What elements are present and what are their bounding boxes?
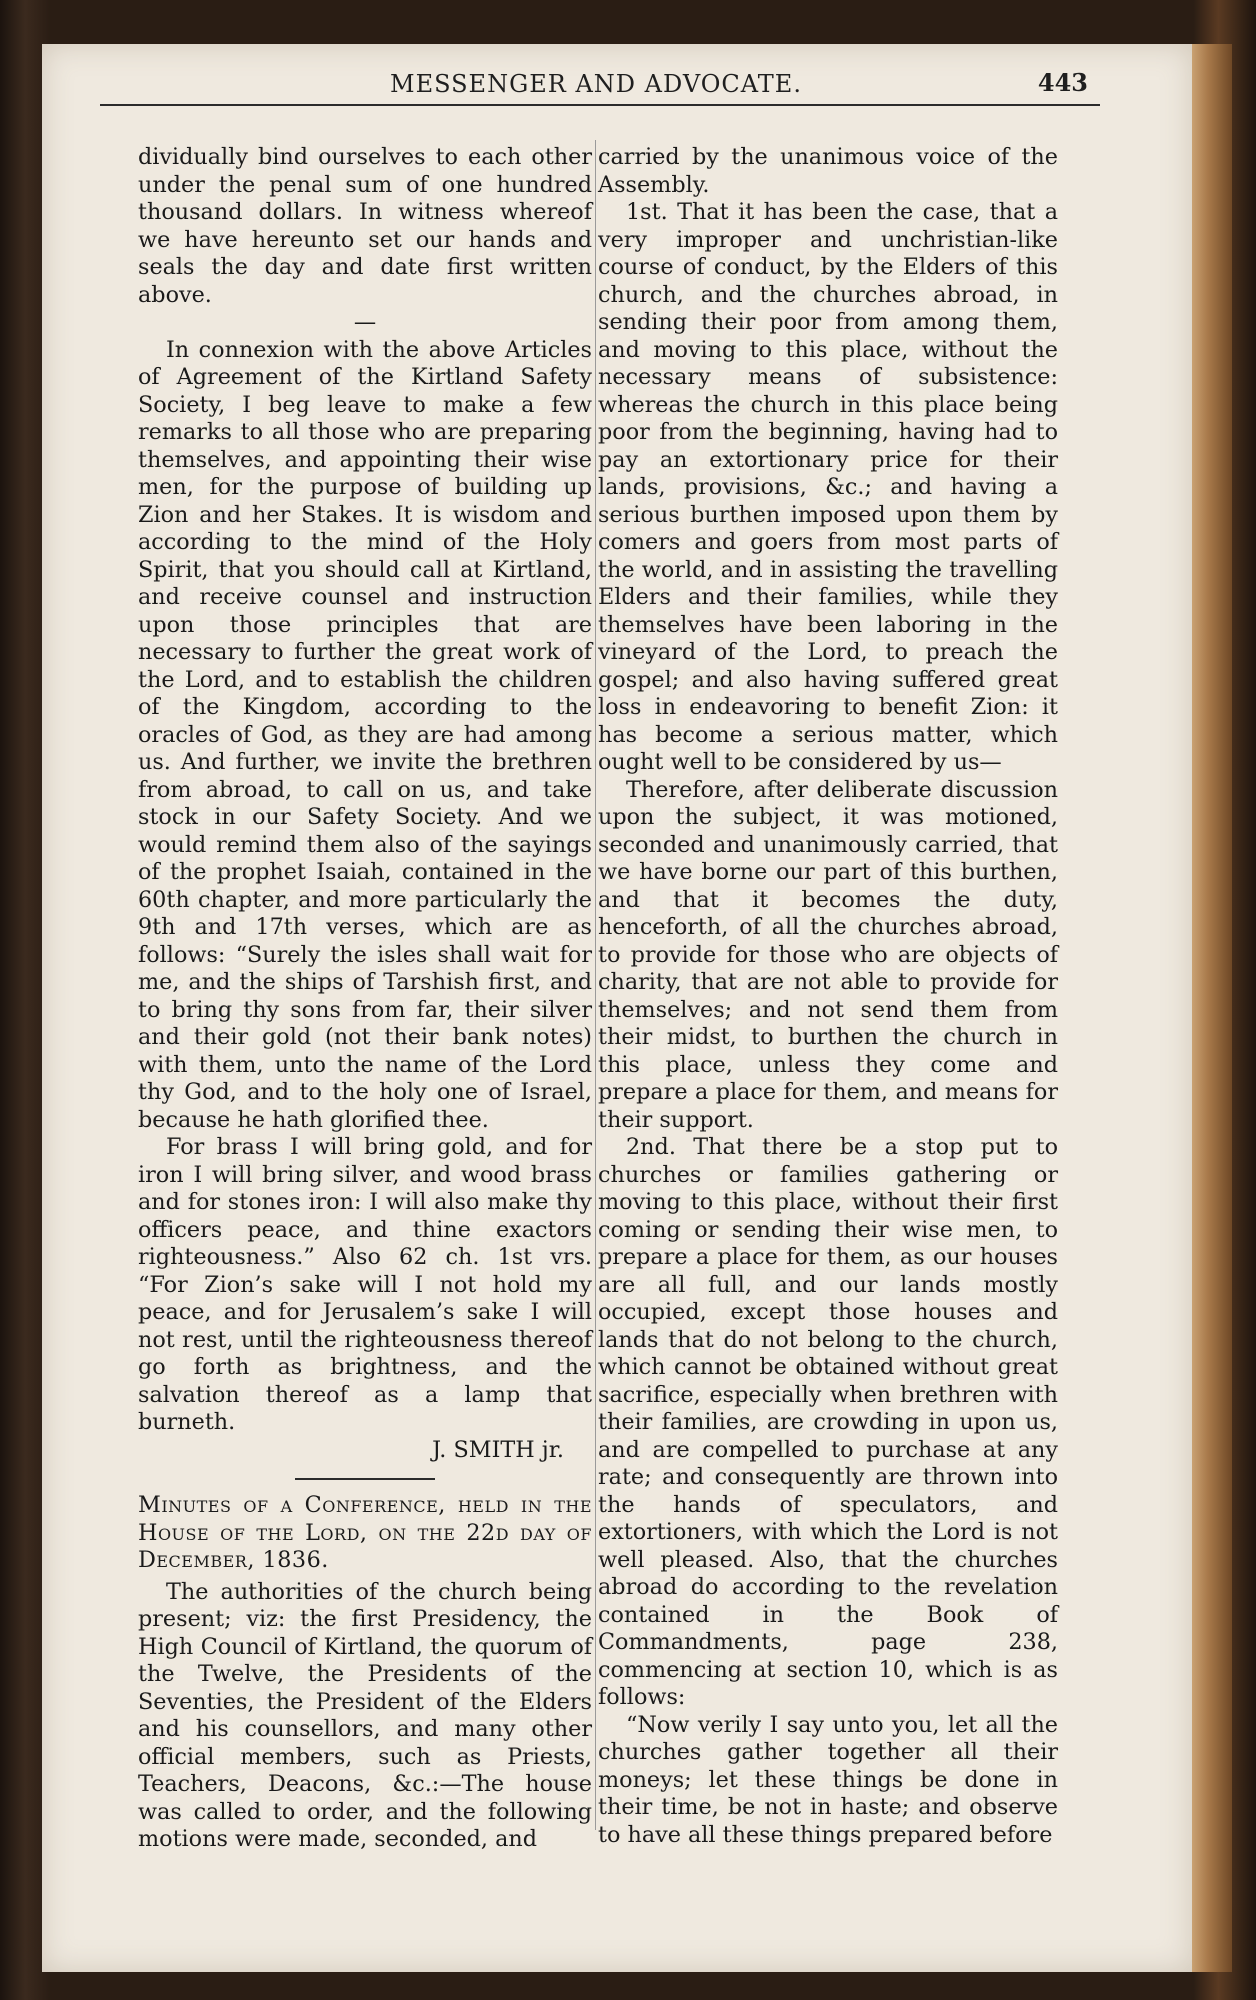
- page-edge: [1192, 44, 1232, 1972]
- running-header: [100, 64, 1100, 106]
- paragraph: For brass I will bring gold, and for iron I will bring silver, and wood brass and for stones iron: I will also make thy officers peace, and thine exactors righteousness.” Also 62 ch. 1st vrs. “For Zion’s sake will I not hold my peace, and for Jerusalem’s sake I will not rest, until the righteousness thereof go forth as brightness, and the salvation thereof as a lamp that burneth.: [138, 1134, 592, 1435]
- section-heading: Minutes of a Conference, held in the House of the Lord, on the 22d day of December, 1836.: [138, 1492, 592, 1573]
- paragraph: 2nd. That there be a stop put to churches or families gathering or moving to this place, without their first coming or sending their wise men, to prepare a place for them, as our houses are all full, and our lands mostly occupied, except those houses and lands that do not belong to the church, which cannot be obtained without great sacrifice, especially when brethren with their families, are crowding in upon us, and are compelled to purchase at any rate; and consequently are thrown into the hands of speculators, and extortioners, with which the Lord is not well pleased. Also, that the churches abroad do according to the revelation contained in the Book of Commandments, page 238, commencing at section 10, which is as follows:: [598, 1134, 1058, 1710]
- paragraph: Therefore, after deliberate discussion upon the subject, it was motioned, seconded and unanimously carried, that we have borne our part of this burthen, and that it becomes the duty, henceforth, of all the churches abroad, to provide for those who are objects of charity, that are not able to provide for themselves; and not send them from their midst, to burthen the church in this place, unless they come and prepare a place for them, and means for their support.: [598, 776, 1058, 1133]
- section-separator: —: [353, 309, 377, 335]
- paragraph: “Now verily I say unto you, let all the churches gather together all their moneys; let these things be done in their time, be not in haste; and observe to have all these things prepared before: [598, 1711, 1058, 1848]
- paragraph: carried by the unanimous voice of the Assembly.: [598, 144, 1058, 198]
- paragraph: 1st. That it has been the case, that a very improper and unchristian-like course of conduct, by the Elders of this church, and the churches abroad, in sending their poor from among them, and moving to this place, without the necessary means of subsistence: whereas the church in this place being poor from the beginning, having had to pay an extortionary price for their lands, provisions, &c.; and having a serious burthen imposed upon them by comers and goers from most parts of the world, and in assisting the travelling Elders and their families, while they themselves have been laboring in the vineyard of the Lord, to preach the gospel; and also having suffered great loss in endeavoring to benefit Zion: it has become a serious matter, which ought well to be considered by us—: [598, 199, 1058, 775]
- section-rule: [295, 1478, 435, 1480]
- paragraph: The authorities of the church being present; viz: the first Presidency, the High Council of Kirtland, the quorum of the Twelve, the Presidents of the Seventies, the President of the Elders and his counsellors, and many other official members, such as Priests, Teachers, Deacons, &c.:—The house was called to order, and the following motions were made, seconded, and: [138, 1578, 592, 1852]
- signature: J. SMITH jr.: [432, 1436, 564, 1463]
- page-number: 443: [1037, 68, 1088, 97]
- paragraph: dividually bind ourselves to each other under the penal sum of one hundred thousand dollars. In witness whereof we have hereunto set our hands and seals the day and date first written above.: [138, 144, 592, 308]
- publication-title: MESSENGER AND ADVOCATE.: [390, 70, 802, 98]
- column-divider: [595, 140, 596, 1830]
- paragraph: In connexion with the above Articles of Agreement of the Kirtland Safety Society, I beg leave to make a few remarks to all those who are preparing themselves, and appointing their wise men, for the purpose of building up Zion and her Stakes. It is wisdom and according to the mind of the Holy Spirit, that you should call at Kirtland, and receive counsel and instruction upon those principles that are necessary to further the great work of the Lord, and to establish the children of the Kingdom, according to the oracles of God, as they are had among us. And further, we invite the brethren from abroad, to call on us, and take stock in our Safety Society. And we would remind them also of the sayings of the prophet Isaiah, contained in the 60th chapter, and more particularly the 9th and 17th verses, which are as follows: “Surely the isles shall wait for me, and the ships of Tarshish first, and to bring thy sons from far, their silver and their gold (not their bank notes) with them, unto the name of the Lord thy God, and to the holy one of Israel, because he hath glorified thee.: [138, 336, 592, 1133]
- left-column: [138, 144, 592, 1854]
- right-column: [598, 144, 1058, 1849]
